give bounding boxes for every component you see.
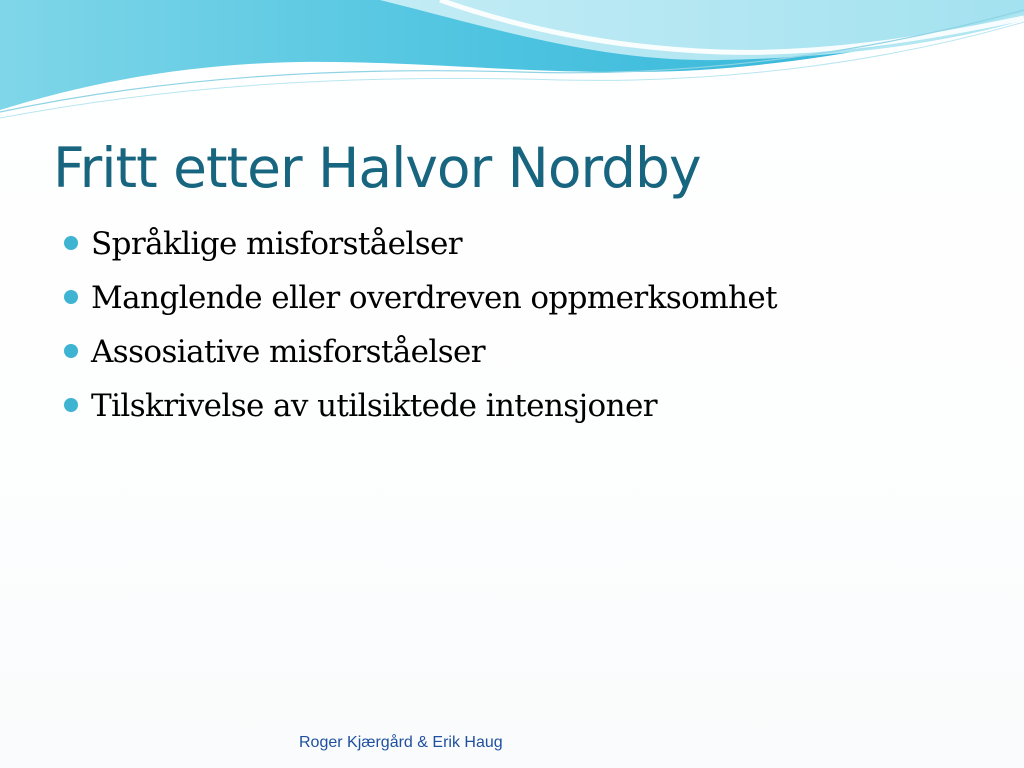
bullet-dot-icon: [64, 398, 78, 412]
bullet-dot-icon: [64, 236, 78, 250]
bullet-item: [64, 381, 777, 435]
slide-footer: Roger Kjærgård & Erik Haug: [299, 734, 503, 751]
wave-header-decoration: [0, 0, 1024, 130]
bullet-text: Tilskrivelse av utilsiktede intensjoner: [91, 388, 657, 424]
bullet-item: [64, 273, 777, 327]
bullet-dot-icon: [64, 344, 78, 358]
bullet-dot-icon: [64, 290, 78, 304]
bullet-text: Språklige misforståelser: [91, 226, 462, 262]
bullet-text: Assosiative misforståelser: [91, 334, 486, 370]
slide-title: Fritt etter Halvor Nordby: [53, 136, 701, 200]
bullet-item: [64, 327, 777, 381]
bullet-item: [64, 219, 777, 273]
bullet-list: [64, 219, 777, 435]
bullet-text: Manglende eller overdreven oppmerksomhet: [91, 280, 777, 316]
